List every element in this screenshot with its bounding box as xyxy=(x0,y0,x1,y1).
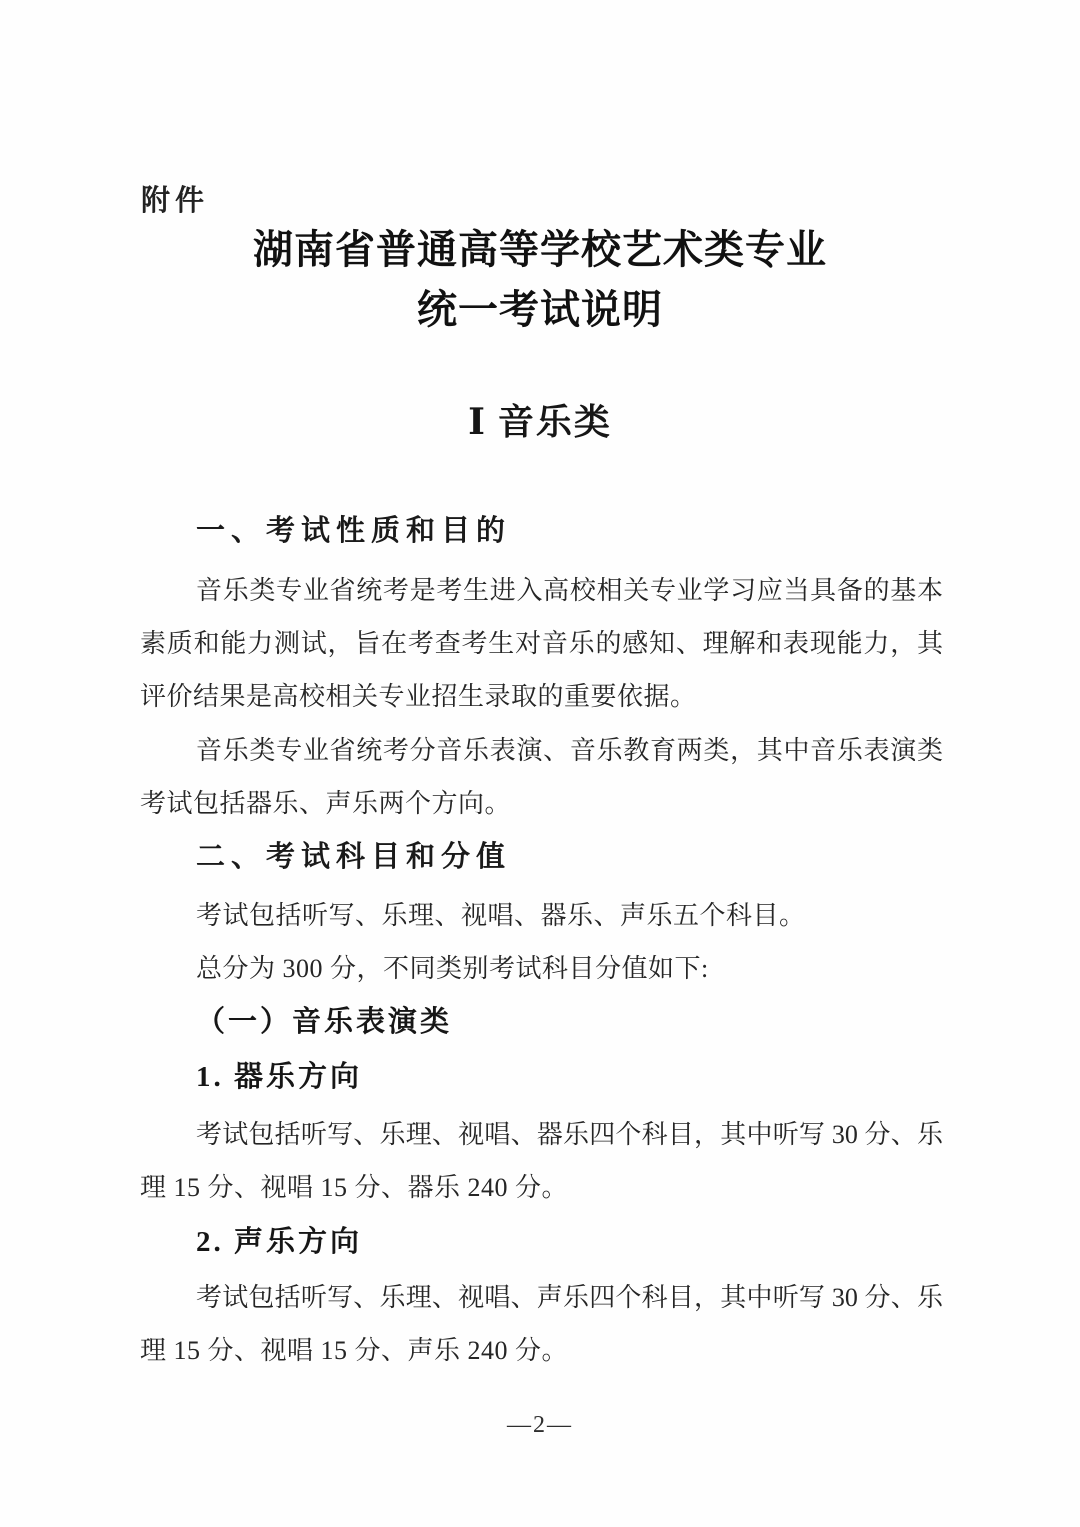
paragraph2-line1: 音乐类专业省统考分音乐表演、音乐教育两类，其中音乐表演类 xyxy=(196,736,943,765)
document-title-line1: 湖南省普通高等学校艺术类专业 xyxy=(253,227,827,272)
section2-heading: 二、考试科目和分值 xyxy=(196,841,512,873)
subsection-performance-heading: （一）音乐表演类 xyxy=(196,1006,453,1038)
paragraph2-line2: 考试包括器乐、声乐两个方向。 xyxy=(140,789,512,818)
item-vocal-line1: 考试包括听写、乐理、视唱、声乐四个科目，其中听写 30 分、乐 xyxy=(196,1283,943,1312)
section1-heading: 一、考试性质和目的 xyxy=(196,515,512,547)
paragraph-total-score: 总分为 300 分，不同类别考试科目分值如下: xyxy=(196,954,709,983)
item-instrumental-heading: 1. 器乐方向 xyxy=(196,1061,363,1093)
attachment-label: 附件 xyxy=(141,185,210,217)
page-number: —2— xyxy=(507,1412,573,1438)
paragraph1-line1: 音乐类专业省统考是考生进入高校相关专业学习应当具备的基本 xyxy=(196,576,943,605)
paragraph-subjects: 考试包括听写、乐理、视唱、器乐、声乐五个科目。 xyxy=(196,901,806,930)
paragraph1-line3: 评价结果是高校相关专业招生录取的重要依据。 xyxy=(140,682,697,711)
paragraph1-line2: 素质和能力测试，旨在考查考生对音乐的感知、理解和表现能力，其 xyxy=(140,629,943,658)
item-instrumental-line2: 理 15 分、视唱 15 分、器乐 240 分。 xyxy=(140,1173,569,1202)
document-title-line2: 统一考试说明 xyxy=(417,287,663,332)
category-heading: Ⅰ 音乐类 xyxy=(468,402,612,442)
item-vocal-heading: 2. 声乐方向 xyxy=(196,1226,363,1258)
item-instrumental-line1: 考试包括听写、乐理、视唱、器乐四个科目，其中听写 30 分、乐 xyxy=(196,1120,943,1149)
item-vocal-line2: 理 15 分、视唱 15 分、声乐 240 分。 xyxy=(140,1336,569,1365)
